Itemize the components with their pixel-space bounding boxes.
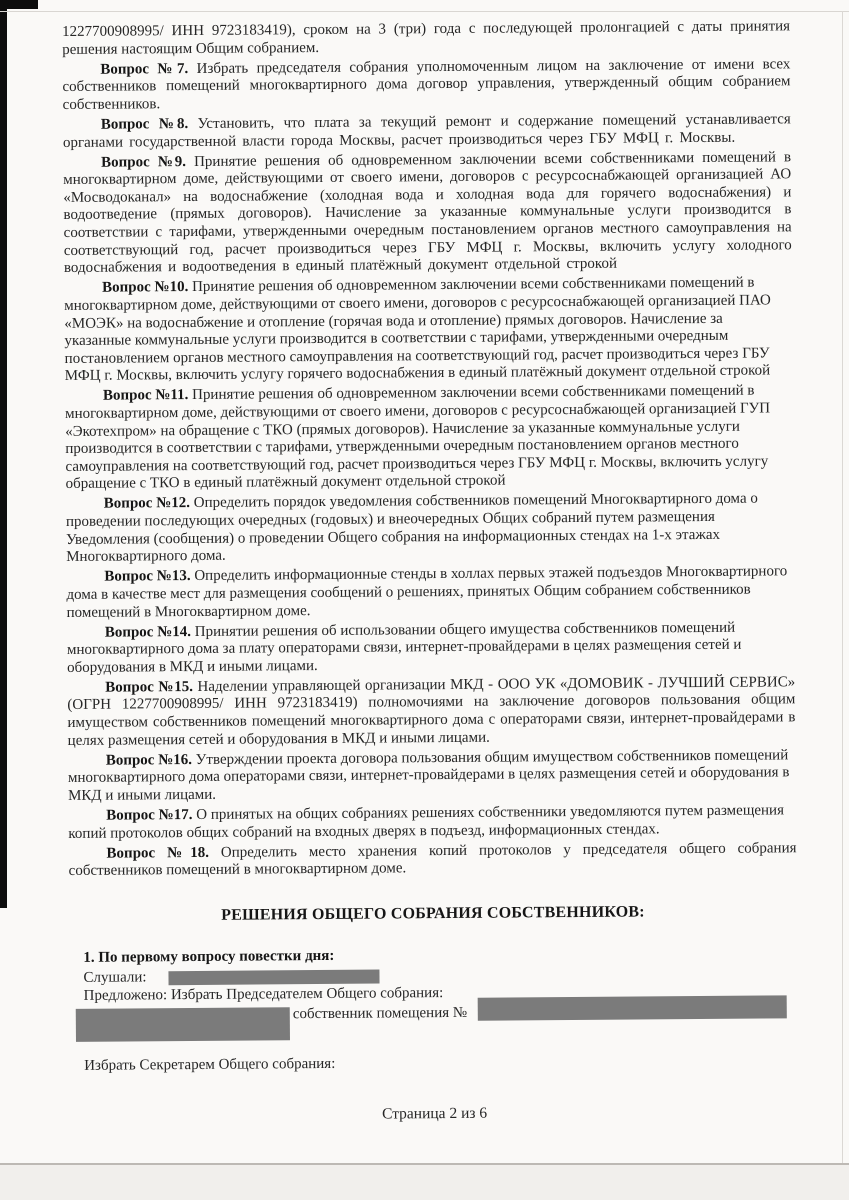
- question-11-label: Вопрос №11.: [102, 387, 189, 405]
- secretary-line: Избрать Секретарем Общего собрания:: [84, 1055, 336, 1074]
- question-8: [63, 111, 791, 152]
- heard-label: Слушали:: [83, 969, 147, 986]
- redacted-chairman-name-box: [76, 1007, 290, 1042]
- question-18-label: Вопрос №18.: [106, 844, 210, 862]
- question-15-text: Наделении управляющей организации МКД - ООО УК «ДОМОВИК - ЛУЧШИЙ СЕРВИС» (ОГРН 1227700908995/ ИНН 9723183419) полномочиями на заключение договоров пользования общим имуществом собственников помещений многоквартирного дома с операторами связи, интернет-провайдерами в целях размещения сетей и оборудования в МКД и иными лицами.: [67, 674, 796, 749]
- question-18-text: Определить место хранения копий протоколов у председателя общего собрания собственников помещений в многоквартирном доме.: [68, 839, 797, 880]
- question-8-text: Установить, что плата за текущий ремонт и содержание помещений устанавливается органами государственной власти города Москвы, расчет производиться через ГБУ МФЦ г. Москвы.: [62, 111, 791, 151]
- question-14: [67, 619, 795, 677]
- question-7-text: Избрать председателя собрания уполномоченным лицом на заключение от имени всех собственников помещений многоквартирного дома договор управления, утвержденный общим собранием собственников.: [62, 55, 791, 113]
- paragraph-continuation-text: 1227700908995/ ИНН 9723183419), сроком на 3 (три) года с последующей пролонгацией с даты принятия решения настоящим Общим собранием.: [62, 18, 791, 58]
- question-10: [64, 275, 793, 386]
- question-17: [68, 802, 796, 843]
- scan-corner-artifact: [0, 0, 38, 9]
- redacted-room-number-box: [478, 995, 787, 1020]
- question-13-label: Вопрос №13.: [104, 568, 191, 585]
- question-7-label: Вопрос №7.: [100, 60, 189, 78]
- question-11-text: Принятие решения об одновременном заключении всеми собственниками помещений в многоквартирном доме, действующими от своего имени, договоров с ресурсоснабжающей организацией ГУП «Экотехпром» на обращение с ТКО (прямых договоров). Начисление за указанные коммунальные услуги производится в соответствии с тарифами, утвержденными очередным постановлением органов местного самоуправления на соответствующий год, расчет производиться через ГБУ МФЦ г. Москвы, включить услугу обращение с ТКО в единый платёжный документ отдельной строкой: [64, 382, 771, 493]
- redacted-heard-name-box: [168, 970, 379, 986]
- question-8-label: Вопрос №8.: [100, 115, 189, 133]
- scan-edge-artifact-left: [0, 0, 7, 908]
- question-9-text: Принятие решения об одновременном заключении всеми собственниками помещений в многоквартирном доме, действующими от своего имени, договоров с ресурсоснабжающей организацией АО «Мосводоканал» на водоснабжение (холодная вода и холодная вода для горячего водоснабжения) и водоотведение (прямых договоров). Начисление за указанные коммунальные услуги производится в соответствии с тарифами, утвержденными очередным постановлением органов местного самоуправления на соответствующий год, расчет производиться через ГБУ МФЦ г. Москвы, включить услугу холодного водоснабжения и водоотведения в единый платёжный документ отдельной строкой: [63, 148, 792, 277]
- question-13: [66, 564, 794, 622]
- agenda-item-1-title: 1. По первому вопросу повестки дня:: [83, 947, 335, 966]
- chairman-owner-row: [84, 1002, 798, 1052]
- question-17-text: О принятых на общих собраниях решениях собственники уведомляются путем размещения копий протоколов общих собраний на входных дверях в подъезд, информационных стендах.: [68, 802, 785, 842]
- question-7: [62, 56, 790, 114]
- question-16-text: Утверждении проекта договора пользования общим имуществом собственников помещений многоквартирного дома операторами связи, интернет-провайдерами в целях размещения сетей и оборудования в МКД и иными лицами.: [67, 747, 790, 804]
- question-9-label: Вопрос №9.: [101, 153, 187, 171]
- question-11: [65, 383, 794, 494]
- page-number: Страница 2 из 6: [381, 1104, 488, 1123]
- question-16: [68, 747, 796, 805]
- scan-hairline-right: [842, 11, 843, 1163]
- question-14-text: Принятии решения об использовании общего имущества собственников помещений многоквартирного дома за плату операторами связи, интернет-провайдерами в целях размещения сетей и оборудования в МКД и иными лицами.: [66, 619, 742, 676]
- question-12-text: Определить порядок уведомления собственников помещений Многоквартирного дома о проведении последующих очередных (годовых) и внеочередных Общих собраний путем размещения Уведомления (сообщения) о проведении Общего собрания на информационных стендах на 1-х этажах Многоквартирного дома.: [65, 490, 758, 566]
- question-18: [68, 840, 796, 881]
- question-15: [67, 674, 796, 750]
- question-10-label: Вопрос №10.: [102, 279, 189, 297]
- question-12-label: Вопрос №12.: [103, 495, 191, 513]
- question-15-label: Вопрос №15.: [105, 678, 194, 696]
- scan-hairline-top: [0, 11, 849, 12]
- question-14-label: Вопрос №14.: [104, 623, 192, 641]
- resolutions-heading: РЕШЕНИЯ ОБЩЕГО СОБРАНИЯ СОБСТВЕННИКОВ:: [221, 903, 645, 924]
- question-9: [63, 149, 792, 278]
- paragraph-continuation: [62, 18, 790, 59]
- scan-below-page-strip: [0, 1165, 849, 1200]
- question-16-label: Вопрос №16.: [105, 751, 193, 769]
- question-17-label: Вопрос №17.: [106, 807, 193, 824]
- document-content: [62, 18, 799, 1125]
- question-12: [66, 491, 795, 567]
- owner-text: собственник помещения №: [292, 1004, 468, 1023]
- question-10-text: Принятие решения об одновременном заключении всеми собственниками помещений в многоквартирном доме, действующими от своего имени, договоров с ресурсоснабжающей организацией ПАО «МОЭК» на водоснабжение и отопление (горячая вода и отопление) прямых договоров. Начисление за указанные коммунальные услуги производится в соответствии с тарифами, утвержденными очередным постановлением органов местного самоуправления на соответствующий год, расчет производиться через ГБУ МФЦ г. Москвы, включить услугу горячего водоснабжения в единый платёжный документ отдельной строкой: [64, 274, 771, 385]
- proposed-text: Предложено: Избрать Председателем Общего собрания:: [83, 985, 444, 1004]
- question-13-text: Определить информационные стенды в холлах первых этажей подъездов Многоквартирного дома в качестве мест для размещения сообщений о решениях, принятых Общим собранием собственников помещений в Многоквартирном доме.: [66, 563, 788, 621]
